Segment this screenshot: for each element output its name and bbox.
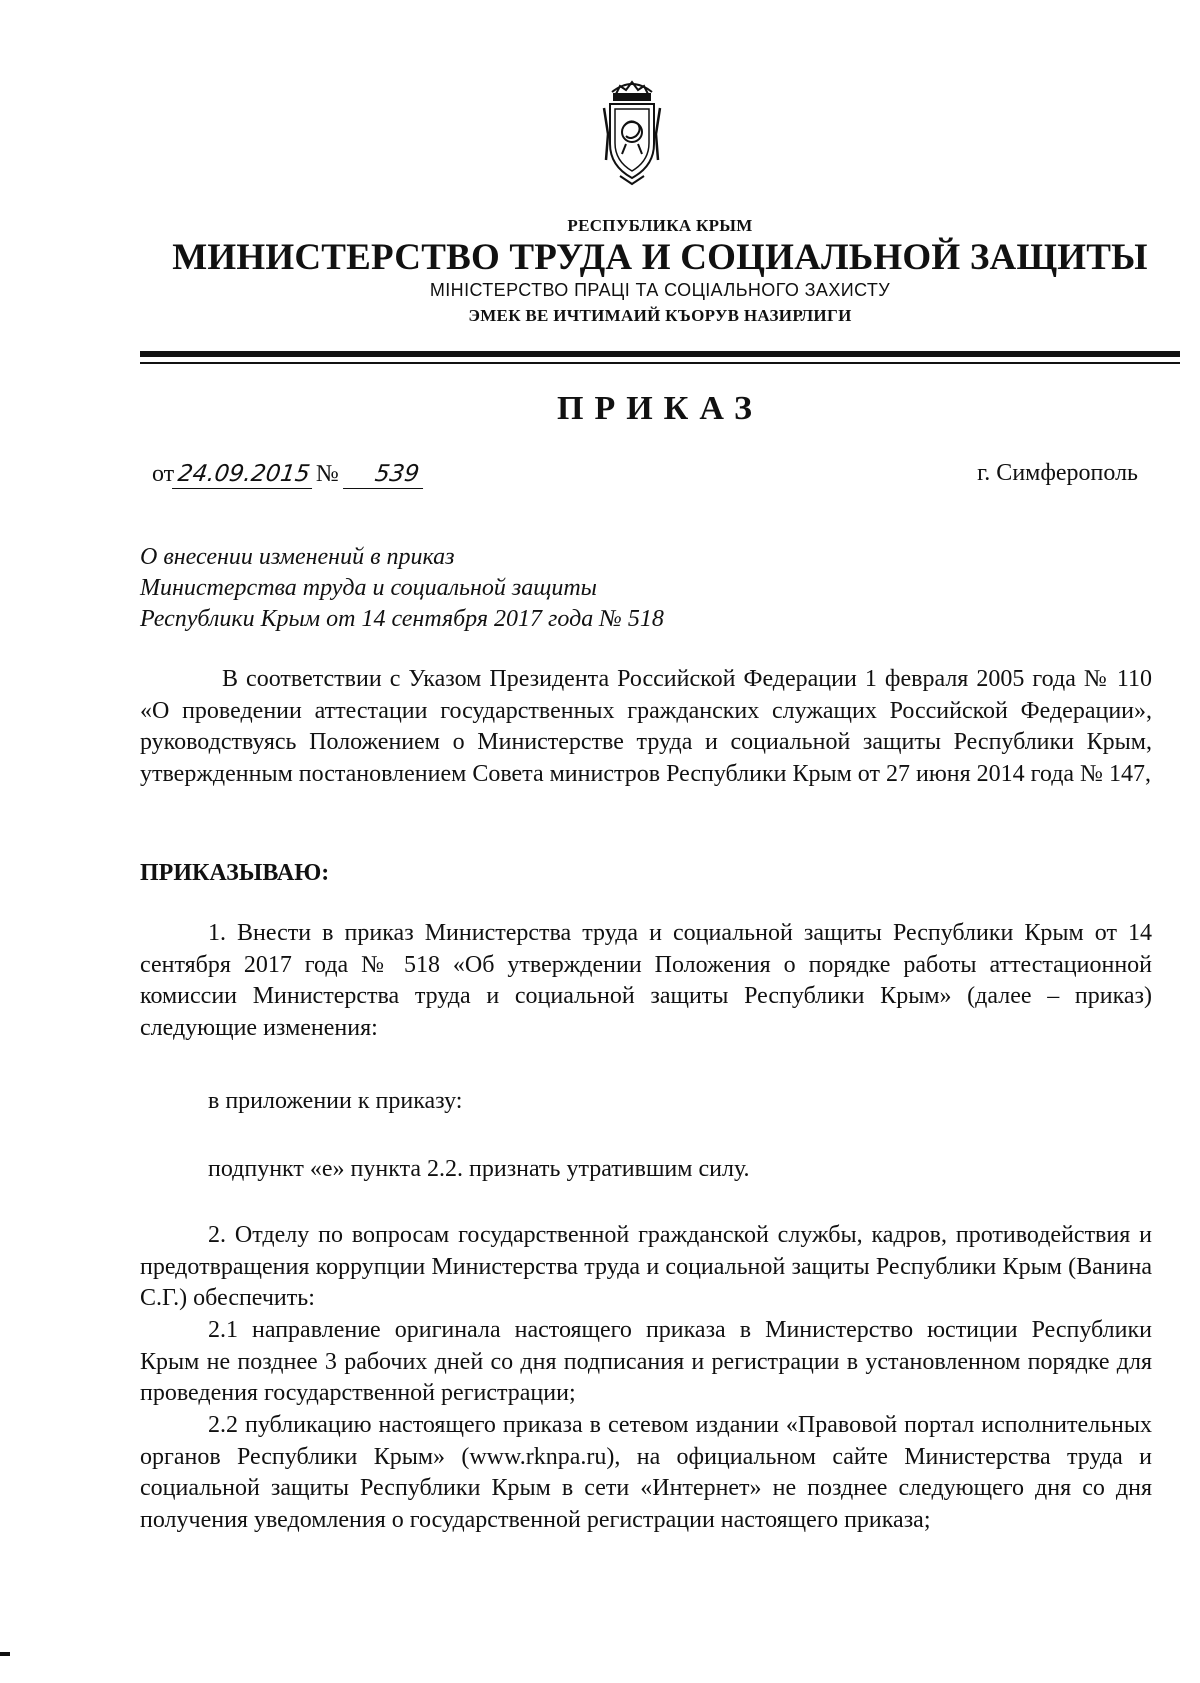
subject-line-3: Республики Крым от 14 сентября 2017 года № 518: [140, 606, 664, 632]
ministry-name-crimean-tatar: ЭМЕК ВЕ ИЧТИМАИЙ КЪОРУВ НАЗИРЛИГИ: [468, 306, 852, 325]
header-divider-thick: [140, 351, 1180, 357]
date-prefix: от: [152, 461, 175, 487]
ministry-name-ukrainian: МІНІСТЕРСТВО ПРАЦІ ТА СОЦІАЛЬНОГО ЗАХИСТУ: [429, 280, 891, 300]
item-2-2-paragraph: 2.2 публикацию настоящего приказа в сетевом издании «Правовой портал исполнительных органов Республики Крым» (www.rknpa.ru), на официальном сайте Министерства труда и социальной защиты Республики Крым в сети «Интернет» не позднее следующего дня со дня получения уведомления о государственной регистрации настоящего приказа;: [140, 1412, 1152, 1533]
header-divider-thin: [140, 362, 1180, 364]
order-number: 539: [343, 460, 427, 489]
republic-name: РЕСПУБЛИКА КРЫМ: [567, 216, 753, 235]
city-name: г. Симферополь: [977, 460, 1138, 486]
item-2-paragraph: 2. Отделу по вопросам государственной гражданской службы, кадров, противодействия и предотвращения коррупции Министерства труда и социальной защиты Республики Крым (Ванина С.Г.) обеспечить:: [140, 1222, 1152, 1311]
number-prefix: №: [315, 461, 339, 487]
order-date: 24.09.2015: [172, 460, 316, 489]
order-subject: [140, 542, 664, 635]
order-reference: [152, 460, 425, 489]
document-title: ПРИКАЗ: [557, 390, 763, 427]
subject-line-1: О внесении изменений в приказ: [140, 544, 455, 570]
ministry-name: МИНИСТЕРСТВО ТРУДА И СОЦИАЛЬНОЙ ЗАЩИТЫ: [172, 237, 1148, 278]
item-2-1-paragraph: 2.1 направление оригинала настоящего приказа в Министерство юстиции Республики Крым не позднее 3 рабочих дней со дня подписания и регистрации в установленном порядке для проведения государственной регистрации;: [140, 1317, 1152, 1406]
preamble-paragraph: В соответствии с Указом Президента Российской Федерации 1 февраля 2005 года № 110 «О проведении аттестации государственных гражданских служащих Российской Федерации», руководствуясь Положением о Министерстве труда и социальной защиты Республики Крым, утвержденным постановлением Совета министров Республики Крым от 27 июня 2014 года № 147,: [140, 666, 1152, 787]
order-verb: ПРИКАЗЫВАЮ:: [140, 860, 330, 886]
item-1-appendix: в приложении к приказу:: [208, 1088, 463, 1114]
scan-mark: [0, 1652, 10, 1656]
item-1-paragraph: 1. Внести в приказ Министерства труда и социальной защиты Республики Крым от 14 сентября 2017 года № 518 «Об утверждении Положения о порядке работы аттестационной комиссии Министерства труда и социальной защиты Республики Крым» (далее – приказ) следующие изменения:: [140, 920, 1152, 1041]
subject-line-2: Министерства труда и социальной защиты: [140, 575, 597, 601]
coat-of-arms-icon: [600, 74, 664, 186]
item-1-change: подпункт «е» пункта 2.2. признать утратившим силу.: [208, 1156, 750, 1182]
